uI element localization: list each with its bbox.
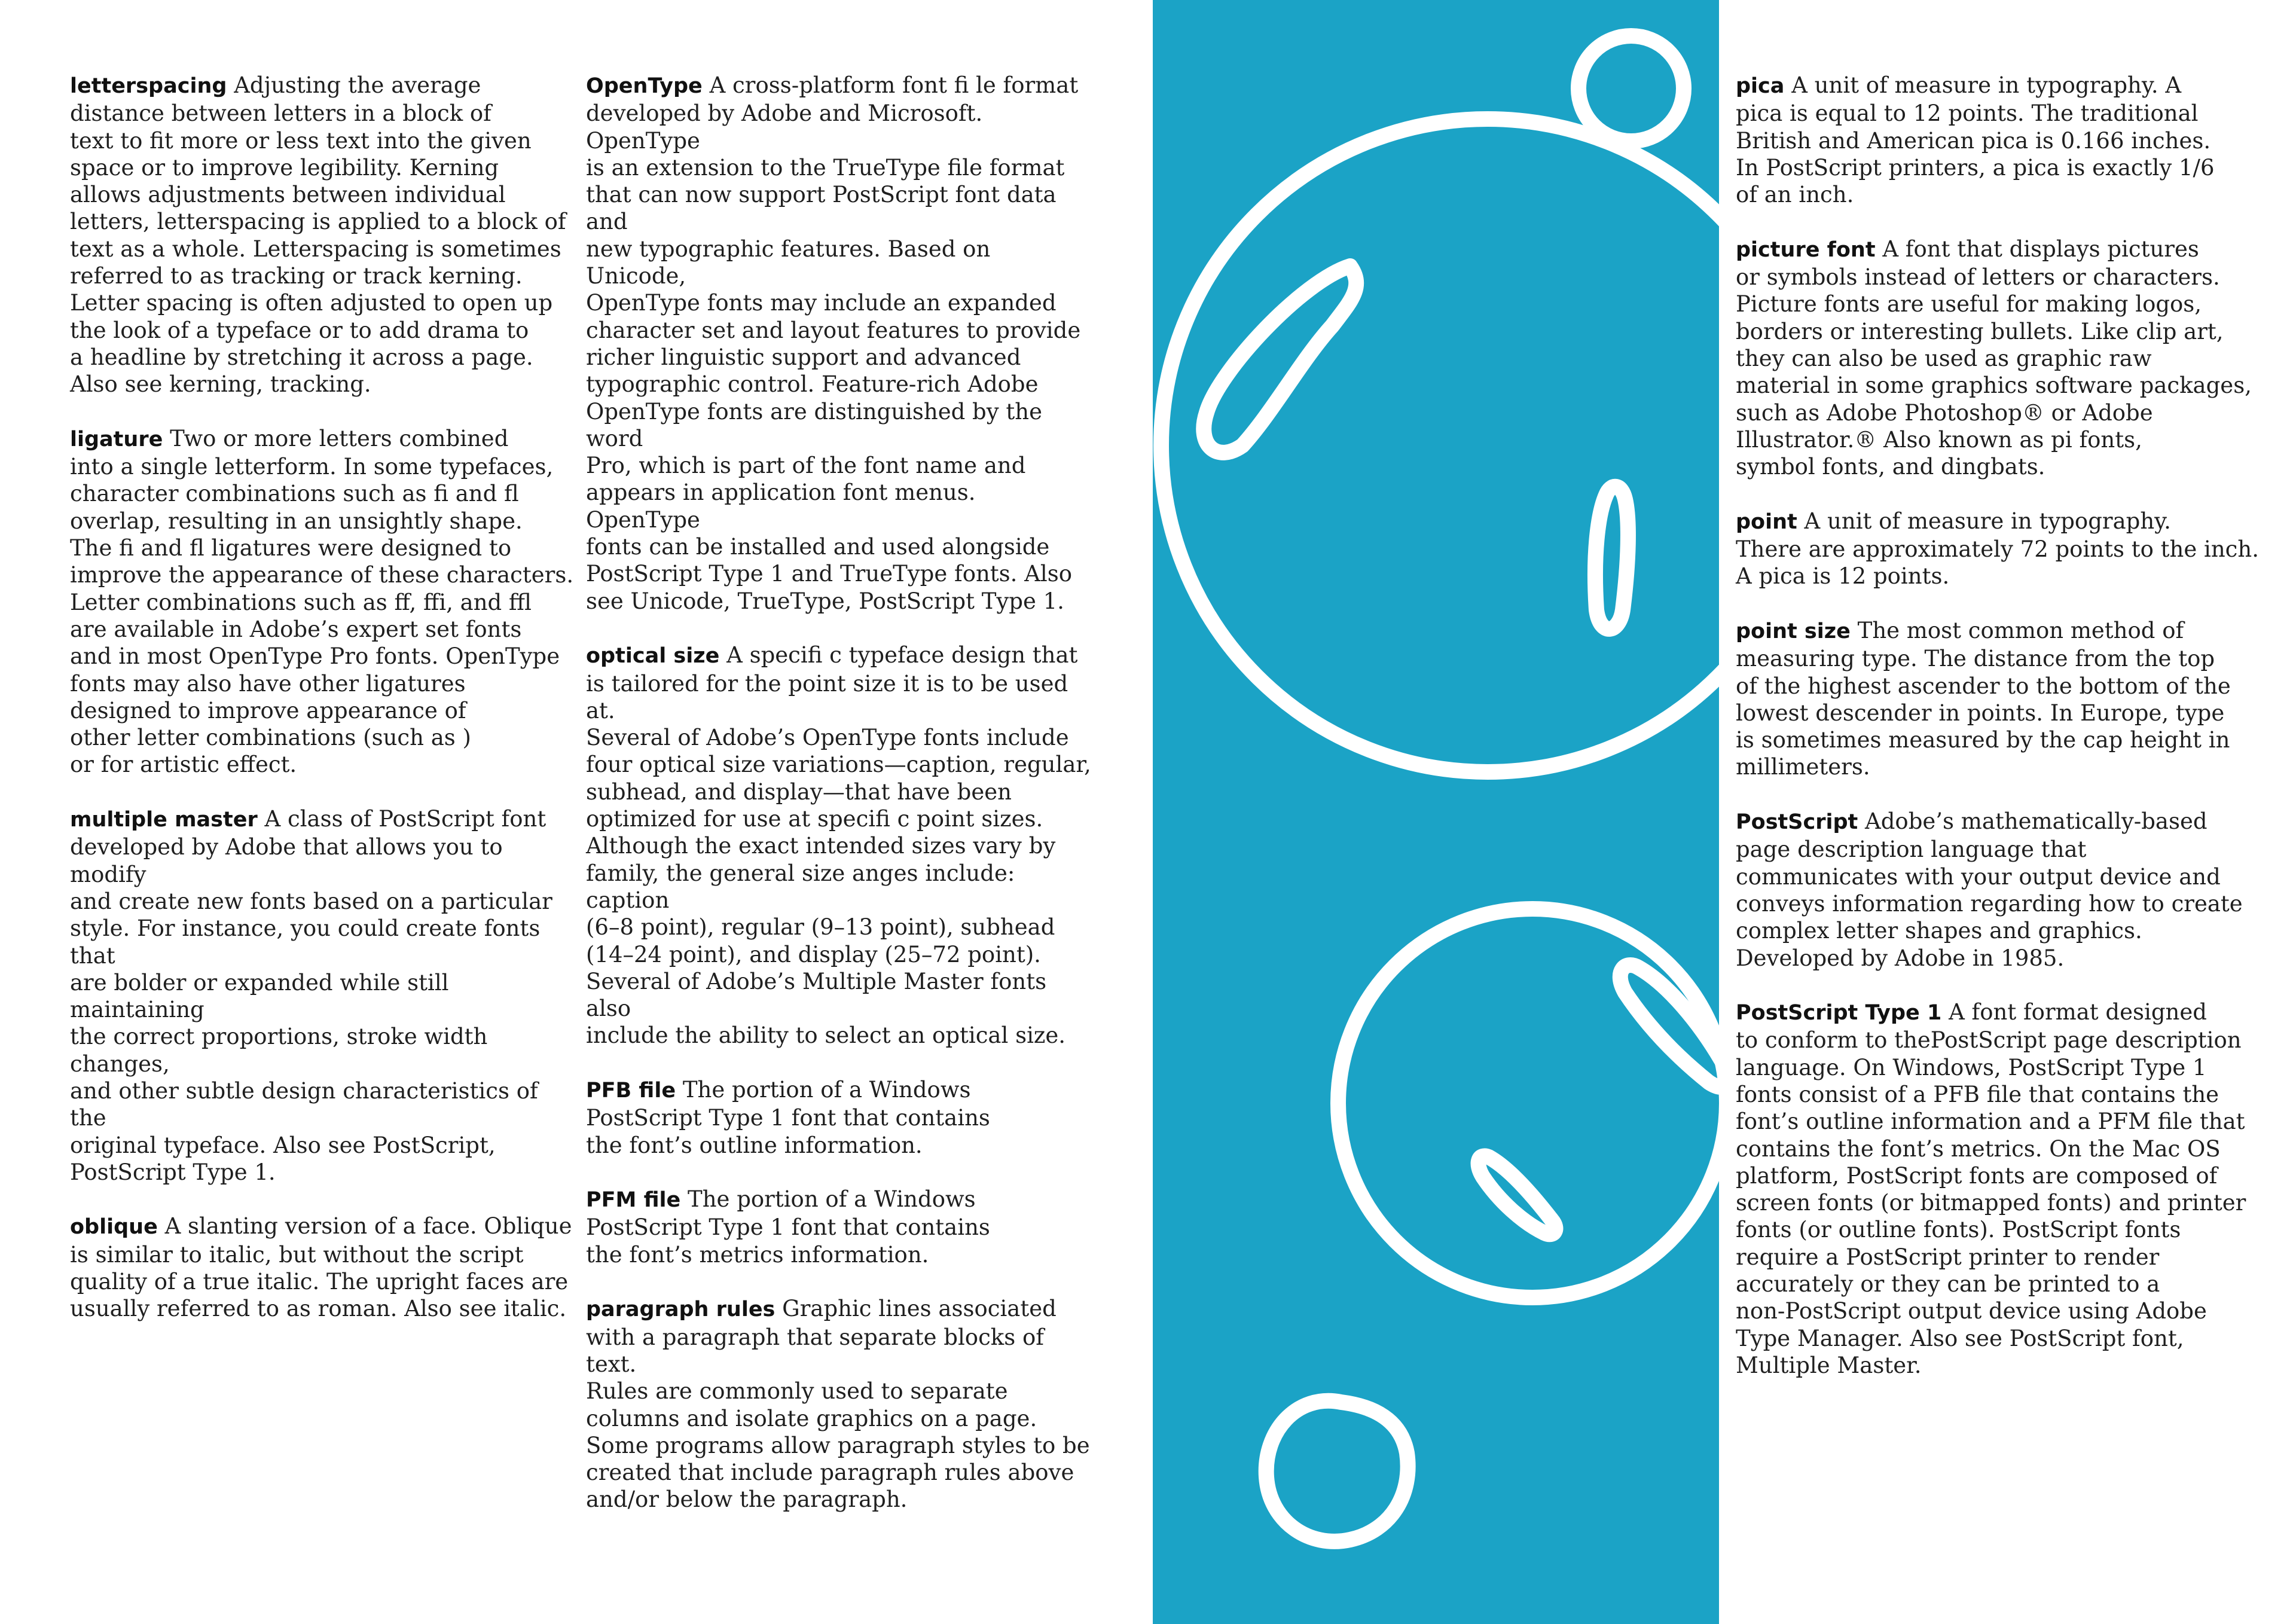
glossary-entry-point-size — [1736, 617, 2262, 781]
glossary-term: PFB file — [586, 1078, 676, 1103]
glossary-entry-ligature — [70, 425, 578, 779]
glossary-term: paragraph rules — [586, 1298, 775, 1322]
glossary-definition: A specifi c typeface design that is tailored for the point size it is to be used at. Several of Adobe’s OpenType fonts include four optical size variations—caption, regular, subhead, and display—that have been optimized for use at specifi c point sizes. Although the exact intended sizes vary by family, the general size anges include: caption (6–8 point), regular (9–13 point), subhead (14–24 point), and display (25–72 point). Several of Adobe’s Multiple Master fonts also include the ability to select an optical size. — [586, 642, 1091, 1049]
glossary-term: PostScript Type 1 — [1736, 1001, 1942, 1025]
glossary-term: point — [1736, 509, 1797, 534]
glossary-term: oblique — [70, 1215, 158, 1240]
glossary-entry-point — [1736, 508, 2262, 590]
decorative-bubble-panel — [1153, 0, 1719, 1624]
glossary-definition: A unit of measure in typography. There are approximately 72 points to the inch. A pica is 12 points. — [1736, 508, 2259, 590]
glossary-definition: Adjusting the average distance between letters in a block of text to fit more or less text into the given space or to improve legibility. Kerning allows adjustments between individual letters, letterspacing is applied to a block of text as a whole. Letterspacing is sometimes referred to as tracking or track kerning. Letter spacing is often adjusted to open up the look of a typeface or to add drama to a headline by stretching it across a page. Also see kerning, tracking. — [70, 72, 566, 398]
glossary-entry-opentype — [586, 72, 1094, 615]
glossary-term: pica — [1736, 74, 1785, 98]
glossary-entry-oblique — [70, 1213, 578, 1322]
glossary-term: optical size — [586, 644, 720, 668]
glossary-term: letterspacing — [70, 74, 227, 98]
glossary-definition: The most common method of measuring type. The distance from the top of the highest ascender to the bottom of the lowest descender in points. In Europe, type is sometimes measured by the cap height in millimeters. — [1736, 617, 2231, 780]
glossary-column-1 — [70, 72, 578, 1350]
glossary-definition: Adobe’s mathematically-based page description language that communicates with your output device and conveys information regarding how to create complex letter shapes and graphics. Developed by Adobe in 1985. — [1736, 808, 2243, 971]
glossary-entry-paragraph-rules — [586, 1295, 1094, 1513]
glossary-entry-multiple-master — [70, 805, 578, 1186]
glossary-definition: The portion of a Windows PostScript Type 1 font that contains the font’s outline information. — [586, 1076, 990, 1158]
glossary-definition: Graphic lines associated with a paragraph that separate blocks of text. Rules are commonly used to separate columns and isolate graphics on a page. Some programs allow paragraph styles to be created that include paragraph rules above and/or below the paragraph. — [586, 1296, 1090, 1513]
glossary-column-3 — [1736, 72, 2262, 1406]
glossary-definition: Two or more letters combined into a single letterform. In some typefaces, character combinations such as fi and fl overlap, resulting in an unsightly shape. The fi and fl ligatures were designed to improve the appearance of these characters. Letter combinations such as ff, ffi, and ffl are available in Adobe’s expert set fonts and in most OpenType Pro fonts. OpenType fonts may also have other ligatures designed to improve appearance of other letter combinations (such as ) or for artistic effect. — [70, 425, 574, 778]
glossary-term: PostScript — [1736, 810, 1858, 835]
glossary-entry-optical-size — [586, 642, 1094, 1049]
glossary-definition: A font that displays pictures or symbols instead of letters or characters. Picture fonts are useful for making logos, borders or interesting bullets. Like clip art, they can also be used as graphic raw material in some graphics software packages, such as Adobe Photoshop® or Adobe Illustrator.® Also known as pi fonts, symbol fonts, and dingbats. — [1736, 236, 2252, 480]
glossary-definition: A unit of measure in typography. A pica is equal to 12 points. The traditional British and American pica is 0.166 inches. In PostScript printers, a pica is exactly 1/6 of an inch. — [1736, 72, 2215, 208]
glossary-entry-letterspacing — [70, 72, 578, 398]
glossary-entry-postscript-type-1 — [1736, 999, 2262, 1379]
glossary-entry-picture-font — [1736, 236, 2262, 481]
glossary-term: picture font — [1736, 237, 1876, 262]
glossary-entry-pica — [1736, 72, 2262, 208]
glossary-entry-pfb-file — [586, 1076, 1094, 1159]
glossary-definition: A font format designed to conform to thePostScript page description language. On Windows, PostScript Type 1 fonts consist of a PFB file that contains the font’s outline information and a PFM file that contains the font’s metrics. On the Mac OS platform, PostScript fonts are composed of screen fonts (or bitmapped fonts) and printer fonts (or outline fonts). PostScript fonts require a PostScript printer to render accurately or they can be printed to a non-PostScript output device using Adobe Type Manager. Also see PostScript font, Multiple Master. — [1736, 999, 2246, 1378]
glossary-entry-postscript — [1736, 808, 2262, 972]
glossary-term: OpenType — [586, 74, 703, 98]
glossary-term: ligature — [70, 427, 163, 451]
glossary-definition: A slanting version of a face. Oblique is similar to italic, but without the script quality of a true italic. The upright faces are usually referred to as roman. Also see italic. — [70, 1213, 572, 1322]
glossary-definition: The portion of a Windows PostScript Type 1 font that contains the font’s metrics information. — [586, 1186, 990, 1268]
glossary-column-2 — [586, 72, 1094, 1540]
bubbles-illustration — [1153, 0, 1719, 1624]
glossary-definition: A cross-platform font fi le format developed by Adobe and Microsoft. OpenType is an extension to the TrueType file format that can now support PostScript font data and new typographic features. Based on Unicode, OpenType fonts may include an expanded character set and layout features to provide richer linguistic support and advanced typographic control. Feature-rich Adobe OpenType fonts are distinguished by the word Pro, which is part of the font name and appears in application font menus. OpenType fonts can be installed and used alongside PostScript Type 1 and TrueType fonts. Also see Unicode, TrueType, PostScript Type 1. — [586, 72, 1081, 614]
glossary-term: multiple master — [70, 808, 258, 832]
glossary-term: PFM file — [586, 1188, 681, 1213]
glossary-term: point size — [1736, 619, 1851, 643]
glossary-definition: A class of PostScript font developed by Adobe that allows you to modify and create new fonts based on a particular style. For instance, you could create fonts that are bolder or expanded while still maintaining the correct proportions, stroke width changes, and other subtle design characteristics of the original typeface. Also see PostScript, PostScript Type 1. — [70, 806, 552, 1185]
glossary-entry-pfm-file — [586, 1186, 1094, 1268]
